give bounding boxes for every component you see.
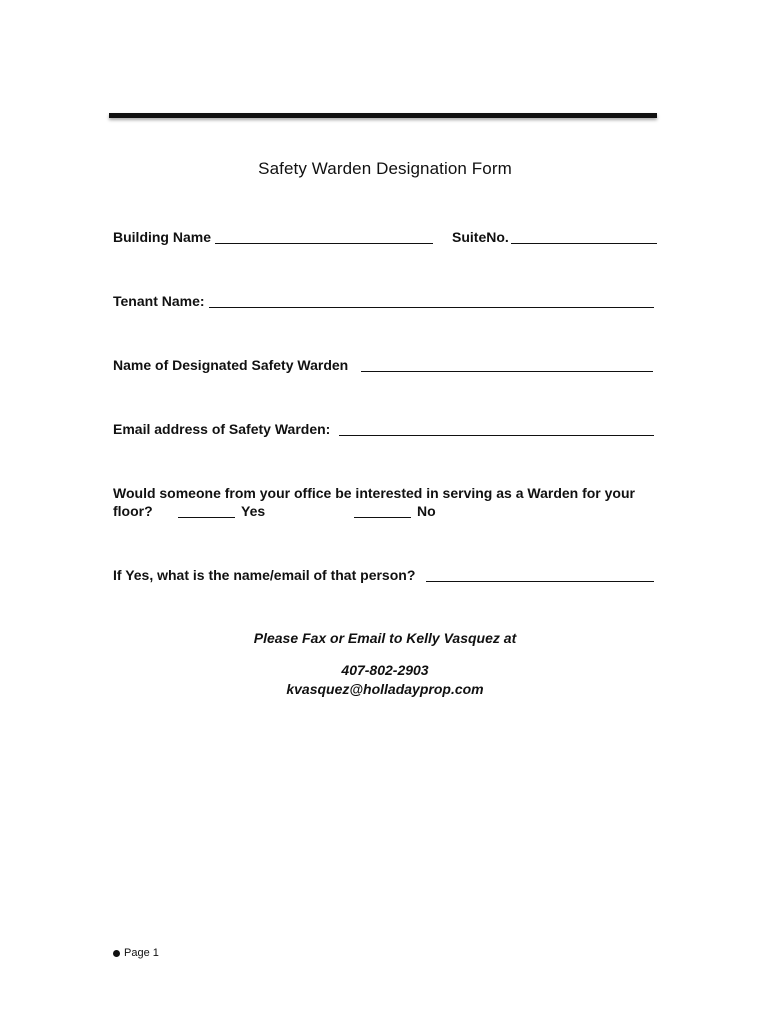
form-title: Safety Warden Designation Form (258, 159, 512, 178)
warden-name-field[interactable] (361, 371, 653, 372)
contact-email: kvasquez@holladayprop.com (286, 681, 484, 697)
building-name-field[interactable] (215, 243, 433, 244)
if-yes-label: If Yes, what is the name/email of that person? (113, 567, 416, 583)
contact-fax: 407-802-2903 (341, 662, 429, 678)
tenant-name-label: Tenant Name: (113, 293, 205, 309)
bullet-icon (113, 950, 120, 957)
yes-checkbox-line[interactable] (178, 517, 235, 518)
contact-instruction: Please Fax or Email to Kelly Vasquez at (253, 630, 517, 646)
page-footer (113, 947, 159, 959)
warden-email-label: Email address of Safety Warden: (113, 421, 331, 437)
warden-name-label: Name of Designated Safety Warden (113, 357, 349, 373)
header-rule (109, 113, 657, 118)
warden-email-field[interactable] (339, 435, 654, 436)
no-checkbox-line[interactable] (354, 517, 411, 518)
no-label: No (417, 503, 436, 519)
tenant-name-field[interactable] (209, 307, 654, 308)
page-number: Page 1 (124, 947, 159, 959)
if-yes-field[interactable] (426, 581, 654, 582)
yes-label: Yes (241, 503, 266, 519)
suite-field[interactable] (511, 243, 657, 244)
building-name-label: Building Name (113, 229, 212, 245)
interest-question-line2: floor? (113, 503, 153, 519)
interest-question-line1: Would someone from your office be interested in serving as a Warden for your (113, 485, 635, 501)
suite-label: SuiteNo. (452, 229, 509, 245)
